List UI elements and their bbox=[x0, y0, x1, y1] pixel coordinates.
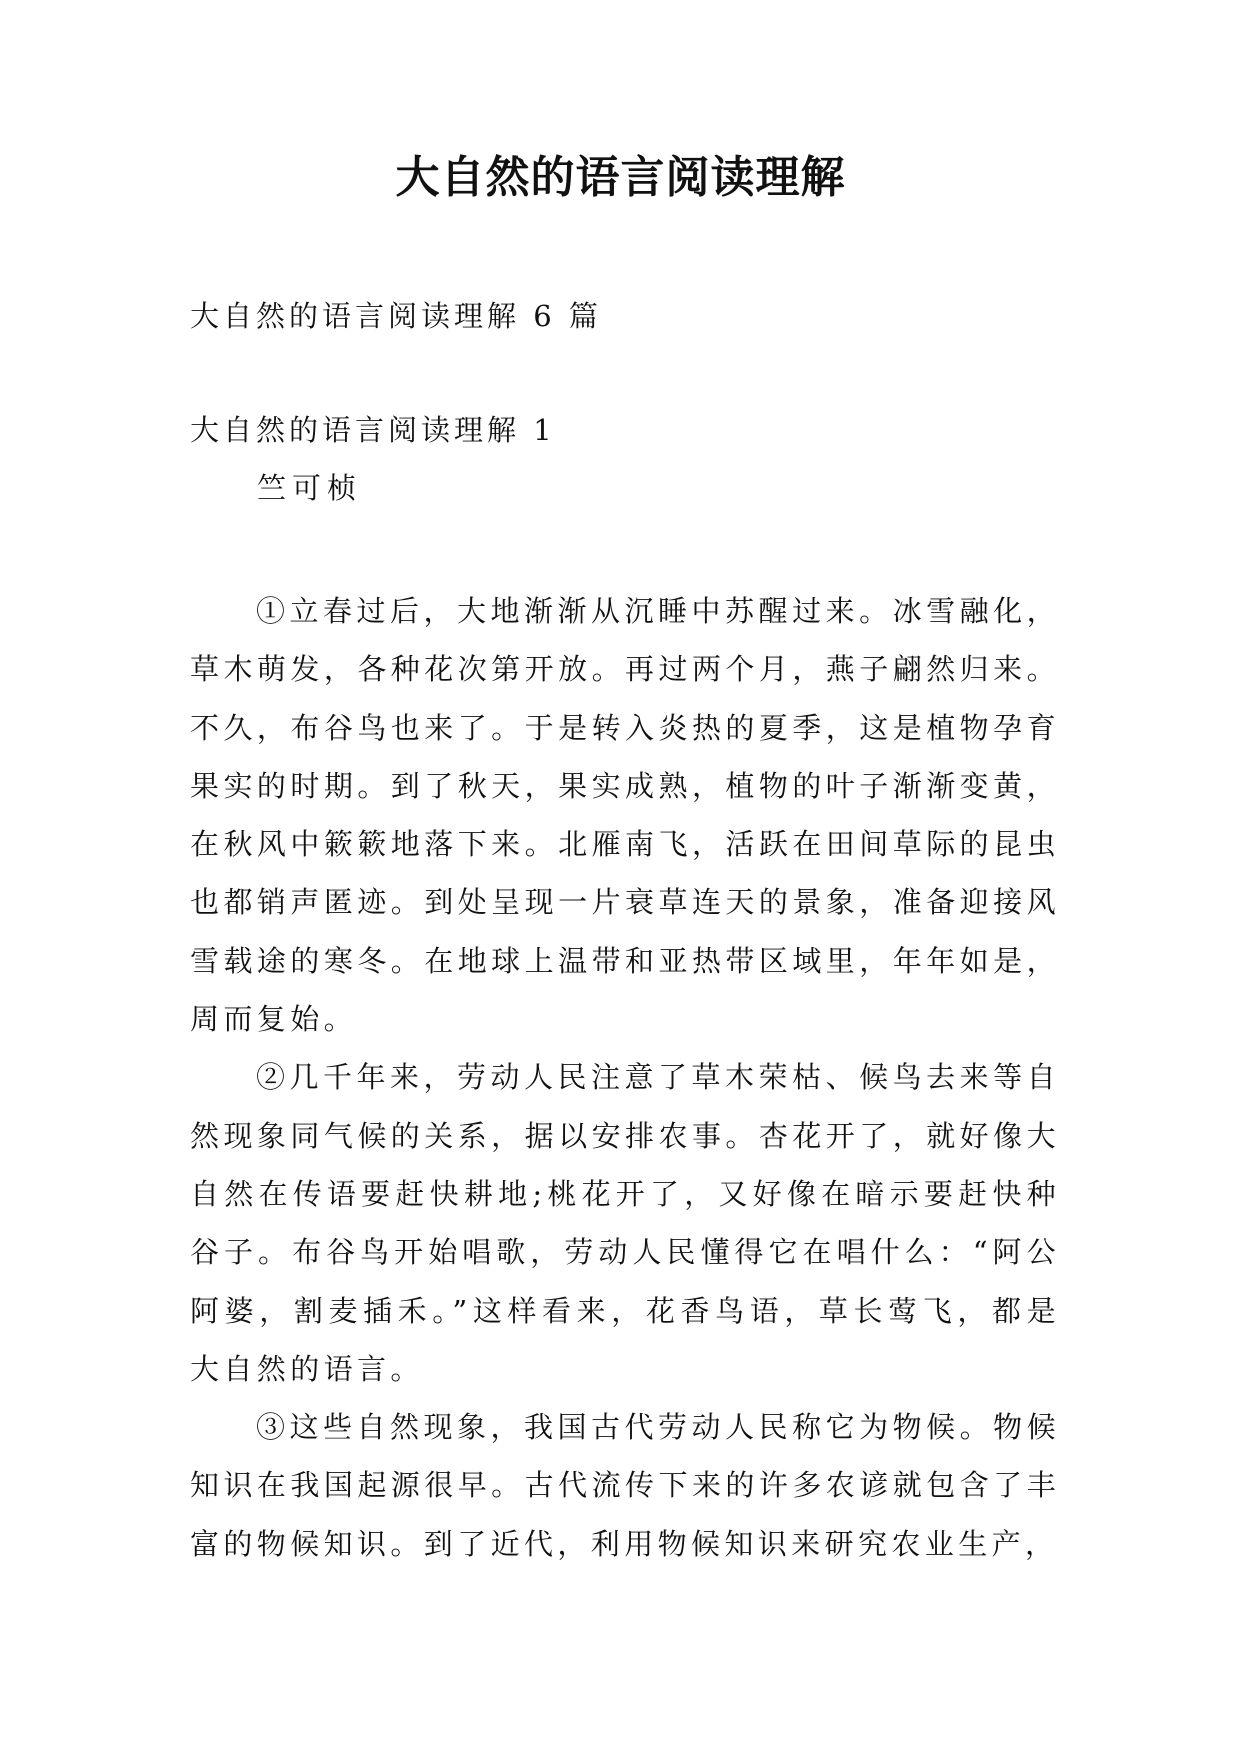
paragraph-1: ①立春过后，大地渐渐从沉睡中苏醒过来。冰雪融化，草木萌发，各种花次第开放。再过两个月，燕子翩然归来。不久，布谷鸟也来了。于是转入炎热的夏季，这是植物孕育果实的时期。到了秋天，果实成熟，植物的叶子渐渐变黄，在秋风中簌簌地落下来。北雁南飞，活跃在田间草际的昆虫也都销声匿迹。到处呈现一片衰草连天的景象，准备迎接风雪载途的寒冬。在地球上温带和亚热带区域里，年年如是，周而复始。 bbox=[190, 594, 1060, 1037]
document-title: 大自然的语言阅读理解 bbox=[395, 152, 846, 203]
paragraph-3: ③这些自然现象，我国古代劳动人民称它为物候。物候知识在我国起源很早。古代流传下来的许多农谚就包含了丰富的物候知识。到了近代，利用物候知识来研究农业生产， bbox=[190, 1410, 1060, 1561]
article-body bbox=[190, 582, 1060, 1573]
paragraph-2: ②几千年来，劳动人民注意了草木荣枯、候鸟去来等自然现象同气候的关系，据以安排农事。杏花开了，就好像大自然在传语要赶快耕地;桃花开了，又好像在暗示要赶快种谷子。布谷鸟开始唱歌，劳动人民懂得它在唱什么：“阿公阿婆，割麦插禾。”这样看来，花香鸟语，草长莺飞，都是大自然的语言。 bbox=[190, 1060, 1060, 1386]
author-name: 竺可桢 bbox=[257, 471, 363, 505]
document-subtitle: 大自然的语言阅读理解 6 篇 bbox=[190, 299, 602, 333]
section-title: 大自然的语言阅读理解 1 bbox=[190, 413, 556, 447]
